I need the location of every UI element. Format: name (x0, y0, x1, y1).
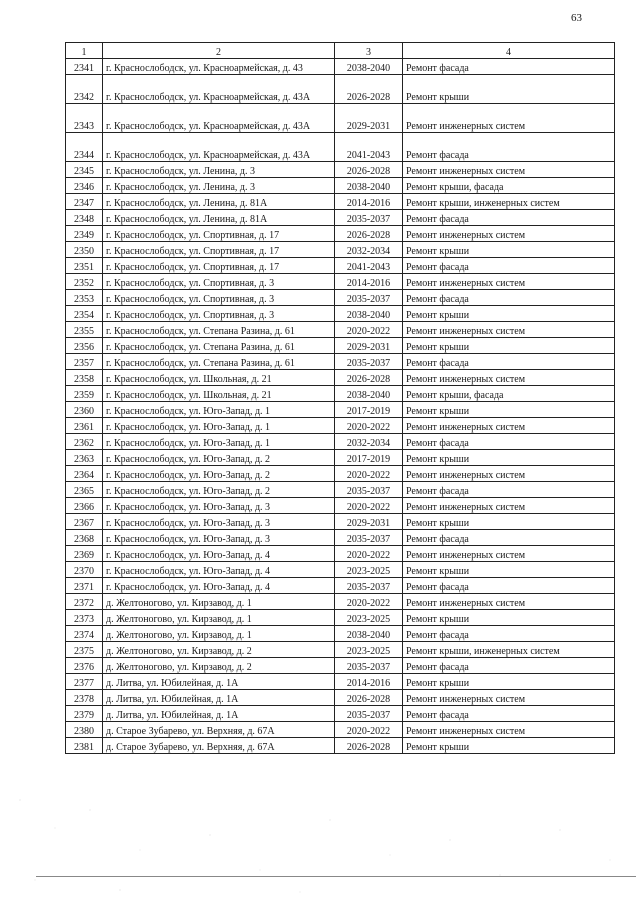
table-row (66, 322, 615, 338)
table-row (66, 738, 615, 754)
work-type-cell: Ремонт крыши (403, 674, 615, 690)
row-number-cell: 2361 (66, 418, 103, 434)
table-row (66, 290, 615, 306)
work-type-cell: Ремонт инженерных систем (403, 322, 615, 338)
work-type-cell: Ремонт фасада (403, 133, 615, 162)
address-cell: г. Краснослободск, ул. Спортивная, д. 17 (103, 242, 335, 258)
address-cell: г. Краснослободск, ул. Ленина, д. 3 (103, 162, 335, 178)
period-cell: 2020-2022 (335, 722, 403, 738)
work-type-cell: Ремонт инженерных систем (403, 274, 615, 290)
page-number: 63 (571, 12, 582, 24)
address-cell: д. Желтоногово, ул. Кирзавод, д. 2 (103, 642, 335, 658)
table-row (66, 642, 615, 658)
row-number-cell: 2379 (66, 706, 103, 722)
row-number-cell: 2344 (66, 133, 103, 162)
table-row (66, 418, 615, 434)
work-type-cell: Ремонт крыши (403, 738, 615, 754)
work-type-cell: Ремонт крыши (403, 306, 615, 322)
table-row (66, 258, 615, 274)
address-cell: г. Краснослободск, ул. Юго-Запад, д. 3 (103, 498, 335, 514)
period-cell: 2026-2028 (335, 738, 403, 754)
work-type-cell: Ремонт инженерных систем (403, 690, 615, 706)
row-number-cell: 2374 (66, 626, 103, 642)
period-cell: 2017-2019 (335, 450, 403, 466)
table-row (66, 658, 615, 674)
period-cell: 2041-2043 (335, 133, 403, 162)
work-type-cell: Ремонт фасада (403, 482, 615, 498)
address-cell: г. Краснослободск, ул. Спортивная, д. 3 (103, 274, 335, 290)
address-cell: г. Краснослободск, ул. Красноармейская, д. 43А (103, 133, 335, 162)
work-type-cell: Ремонт фасада (403, 530, 615, 546)
row-number-cell: 2370 (66, 562, 103, 578)
table-row (66, 498, 615, 514)
row-number-cell: 2373 (66, 610, 103, 626)
row-number-cell: 2347 (66, 194, 103, 210)
work-type-cell: Ремонт инженерных систем (403, 498, 615, 514)
scan-speckle-texture (0, 780, 639, 905)
row-number-cell: 2353 (66, 290, 103, 306)
address-cell: д. Литва, ул. Юбилейная, д. 1А (103, 674, 335, 690)
address-cell: г. Краснослободск, ул. Школьная, д. 21 (103, 370, 335, 386)
work-type-cell: Ремонт инженерных систем (403, 226, 615, 242)
period-cell: 2020-2022 (335, 322, 403, 338)
period-cell: 2020-2022 (335, 546, 403, 562)
row-number-cell: 2354 (66, 306, 103, 322)
period-cell: 2023-2025 (335, 642, 403, 658)
row-number-cell: 2356 (66, 338, 103, 354)
row-number-cell: 2357 (66, 354, 103, 370)
period-cell: 2026-2028 (335, 690, 403, 706)
row-number-cell: 2372 (66, 594, 103, 610)
table-row (66, 450, 615, 466)
table-row (66, 482, 615, 498)
work-type-cell: Ремонт крыши (403, 242, 615, 258)
period-cell: 2020-2022 (335, 418, 403, 434)
address-cell: г. Краснослободск, ул. Степана Разина, д. 61 (103, 354, 335, 370)
address-cell: г. Краснослободск, ул. Юго-Запад, д. 3 (103, 514, 335, 530)
period-cell: 2035-2037 (335, 706, 403, 722)
table-row (66, 354, 615, 370)
work-type-cell: Ремонт фасада (403, 706, 615, 722)
row-number-cell: 2342 (66, 75, 103, 104)
work-type-cell: Ремонт крыши (403, 450, 615, 466)
table-row (66, 162, 615, 178)
address-cell: г. Краснослободск, ул. Ленина, д. 81А (103, 210, 335, 226)
address-cell: д. Литва, ул. Юбилейная, д. 1А (103, 690, 335, 706)
period-cell: 2014-2016 (335, 194, 403, 210)
address-cell: д. Желтоногово, ул. Кирзавод, д. 2 (103, 658, 335, 674)
period-cell: 2029-2031 (335, 338, 403, 354)
table-row (66, 338, 615, 354)
address-cell: г. Краснослободск, ул. Юго-Запад, д. 2 (103, 450, 335, 466)
period-cell: 2035-2037 (335, 210, 403, 226)
address-cell: д. Желтоногово, ул. Кирзавод, д. 1 (103, 626, 335, 642)
work-type-cell: Ремонт фасада (403, 59, 615, 75)
work-type-cell: Ремонт крыши (403, 514, 615, 530)
period-cell: 2020-2022 (335, 466, 403, 482)
address-cell: г. Краснослободск, ул. Красноармейская, д. 43 (103, 59, 335, 75)
row-number-cell: 2351 (66, 258, 103, 274)
row-number-cell: 2375 (66, 642, 103, 658)
table-row (66, 386, 615, 402)
row-number-cell: 2363 (66, 450, 103, 466)
row-number-cell: 2341 (66, 59, 103, 75)
period-cell: 2038-2040 (335, 59, 403, 75)
address-cell: д. Желтоногово, ул. Кирзавод, д. 1 (103, 594, 335, 610)
period-cell: 2026-2028 (335, 370, 403, 386)
table-row (66, 370, 615, 386)
table-row (66, 546, 615, 562)
address-cell: г. Краснослободск, ул. Юго-Запад, д. 4 (103, 578, 335, 594)
row-number-cell: 2377 (66, 674, 103, 690)
row-number-cell: 2364 (66, 466, 103, 482)
work-type-cell: Ремонт инженерных систем (403, 370, 615, 386)
address-cell: г. Краснослободск, ул. Школьная, д. 21 (103, 386, 335, 402)
address-cell: г. Краснослободск, ул. Юго-Запад, д. 4 (103, 546, 335, 562)
row-number-cell: 2378 (66, 690, 103, 706)
address-cell: д. Старое Зубарево, ул. Верхняя, д. 67А (103, 738, 335, 754)
row-number-cell: 2358 (66, 370, 103, 386)
row-number-cell: 2380 (66, 722, 103, 738)
address-cell: г. Краснослободск, ул. Красноармейская, д. 43А (103, 75, 335, 104)
column-header-number: 1 (66, 43, 103, 59)
row-number-cell: 2355 (66, 322, 103, 338)
address-cell: д. Литва, ул. Юбилейная, д. 1А (103, 706, 335, 722)
table-row (66, 306, 615, 322)
period-cell: 2035-2037 (335, 482, 403, 498)
work-type-cell: Ремонт фасада (403, 210, 615, 226)
row-number-cell: 2346 (66, 178, 103, 194)
work-type-cell: Ремонт крыши (403, 338, 615, 354)
column-header-address: 2 (103, 43, 335, 59)
row-number-cell: 2359 (66, 386, 103, 402)
table-row (66, 722, 615, 738)
period-cell: 2038-2040 (335, 178, 403, 194)
table-body (66, 59, 615, 754)
address-cell: г. Краснослободск, ул. Юго-Запад, д. 1 (103, 418, 335, 434)
period-cell: 2038-2040 (335, 306, 403, 322)
table-row (66, 194, 615, 210)
address-cell: г. Краснослободск, ул. Спортивная, д. 17 (103, 226, 335, 242)
period-cell: 2035-2037 (335, 530, 403, 546)
repair-schedule-table (65, 42, 615, 754)
table-row (66, 274, 615, 290)
period-cell: 2038-2040 (335, 626, 403, 642)
address-cell: г. Краснослободск, ул. Юго-Запад, д. 1 (103, 402, 335, 418)
period-cell: 2014-2016 (335, 274, 403, 290)
row-number-cell: 2345 (66, 162, 103, 178)
address-cell: г. Краснослободск, ул. Юго-Запад, д. 3 (103, 530, 335, 546)
period-cell: 2041-2043 (335, 258, 403, 274)
work-type-cell: Ремонт инженерных систем (403, 418, 615, 434)
row-number-cell: 2365 (66, 482, 103, 498)
period-cell: 2038-2040 (335, 386, 403, 402)
work-type-cell: Ремонт крыши (403, 75, 615, 104)
row-number-cell: 2367 (66, 514, 103, 530)
table-row (66, 674, 615, 690)
period-cell: 2023-2025 (335, 562, 403, 578)
row-number-cell: 2362 (66, 434, 103, 450)
row-number-cell: 2343 (66, 104, 103, 133)
address-cell: г. Краснослободск, ул. Степана Разина, д. 61 (103, 322, 335, 338)
period-cell: 2026-2028 (335, 75, 403, 104)
address-cell: г. Краснослободск, ул. Юго-Запад, д. 2 (103, 466, 335, 482)
row-number-cell: 2348 (66, 210, 103, 226)
period-cell: 2026-2028 (335, 226, 403, 242)
row-number-cell: 2376 (66, 658, 103, 674)
row-number-cell: 2366 (66, 498, 103, 514)
table-row (66, 178, 615, 194)
work-type-cell: Ремонт крыши (403, 610, 615, 626)
period-cell: 2020-2022 (335, 498, 403, 514)
row-number-cell: 2352 (66, 274, 103, 290)
work-type-cell: Ремонт крыши, фасада (403, 386, 615, 402)
table-row (66, 594, 615, 610)
address-cell: г. Краснослободск, ул. Спортивная, д. 17 (103, 258, 335, 274)
period-cell: 2035-2037 (335, 658, 403, 674)
address-cell: г. Краснослободск, ул. Ленина, д. 81А (103, 194, 335, 210)
period-cell: 2032-2034 (335, 242, 403, 258)
address-cell: г. Краснослободск, ул. Юго-Запад, д. 1 (103, 434, 335, 450)
row-number-cell: 2368 (66, 530, 103, 546)
work-type-cell: Ремонт фасада (403, 434, 615, 450)
column-header-work-type: 4 (403, 43, 615, 59)
row-number-cell: 2369 (66, 546, 103, 562)
address-cell: г. Краснослободск, ул. Красноармейская, д. 43А (103, 104, 335, 133)
address-cell: г. Краснослободск, ул. Ленина, д. 3 (103, 178, 335, 194)
period-cell: 2029-2031 (335, 514, 403, 530)
table-row (66, 466, 615, 482)
row-number-cell: 2350 (66, 242, 103, 258)
period-cell: 2023-2025 (335, 610, 403, 626)
row-number-cell: 2349 (66, 226, 103, 242)
row-number-cell: 2371 (66, 578, 103, 594)
table-row (66, 578, 615, 594)
period-cell: 2035-2037 (335, 354, 403, 370)
address-cell: г. Краснослободск, ул. Юго-Запад, д. 4 (103, 562, 335, 578)
work-type-cell: Ремонт фасада (403, 658, 615, 674)
table-row (66, 133, 615, 162)
table-row (66, 434, 615, 450)
address-cell: г. Краснослободск, ул. Степана Разина, д. 61 (103, 338, 335, 354)
table-row (66, 610, 615, 626)
work-type-cell: Ремонт инженерных систем (403, 466, 615, 482)
table-row (66, 530, 615, 546)
address-cell: д. Старое Зубарево, ул. Верхняя, д. 67А (103, 722, 335, 738)
work-type-cell: Ремонт инженерных систем (403, 546, 615, 562)
work-type-cell: Ремонт фасада (403, 354, 615, 370)
work-type-cell: Ремонт крыши, инженерных систем (403, 194, 615, 210)
work-type-cell: Ремонт крыши, инженерных систем (403, 642, 615, 658)
table-row (66, 210, 615, 226)
table-row (66, 562, 615, 578)
work-type-cell: Ремонт инженерных систем (403, 104, 615, 133)
period-cell: 2035-2037 (335, 578, 403, 594)
table-row (66, 59, 615, 75)
table-row (66, 690, 615, 706)
work-type-cell: Ремонт крыши (403, 562, 615, 578)
work-type-cell: Ремонт инженерных систем (403, 594, 615, 610)
work-type-cell: Ремонт фасада (403, 290, 615, 306)
work-type-cell: Ремонт инженерных систем (403, 162, 615, 178)
period-cell: 2020-2022 (335, 594, 403, 610)
address-cell: г. Краснослободск, ул. Спортивная, д. 3 (103, 290, 335, 306)
period-cell: 2035-2037 (335, 290, 403, 306)
column-header-period: 3 (335, 43, 403, 59)
header-row (66, 43, 615, 59)
work-type-cell: Ремонт фасада (403, 626, 615, 642)
work-type-cell: Ремонт фасада (403, 258, 615, 274)
table-row (66, 75, 615, 104)
work-type-cell: Ремонт крыши, фасада (403, 178, 615, 194)
period-cell: 2026-2028 (335, 162, 403, 178)
work-type-cell: Ремонт крыши (403, 402, 615, 418)
address-cell: г. Краснослободск, ул. Юго-Запад, д. 2 (103, 482, 335, 498)
period-cell: 2017-2019 (335, 402, 403, 418)
period-cell: 2032-2034 (335, 434, 403, 450)
work-type-cell: Ремонт инженерных систем (403, 722, 615, 738)
table-row (66, 402, 615, 418)
address-cell: д. Желтоногово, ул. Кирзавод, д. 1 (103, 610, 335, 626)
table-row (66, 104, 615, 133)
table-row (66, 706, 615, 722)
table-row (66, 226, 615, 242)
table-row (66, 242, 615, 258)
work-type-cell: Ремонт фасада (403, 578, 615, 594)
table-header (66, 43, 615, 59)
table-row (66, 514, 615, 530)
row-number-cell: 2360 (66, 402, 103, 418)
period-cell: 2029-2031 (335, 104, 403, 133)
row-number-cell: 2381 (66, 738, 103, 754)
table-row (66, 626, 615, 642)
period-cell: 2014-2016 (335, 674, 403, 690)
address-cell: г. Краснослободск, ул. Спортивная, д. 3 (103, 306, 335, 322)
